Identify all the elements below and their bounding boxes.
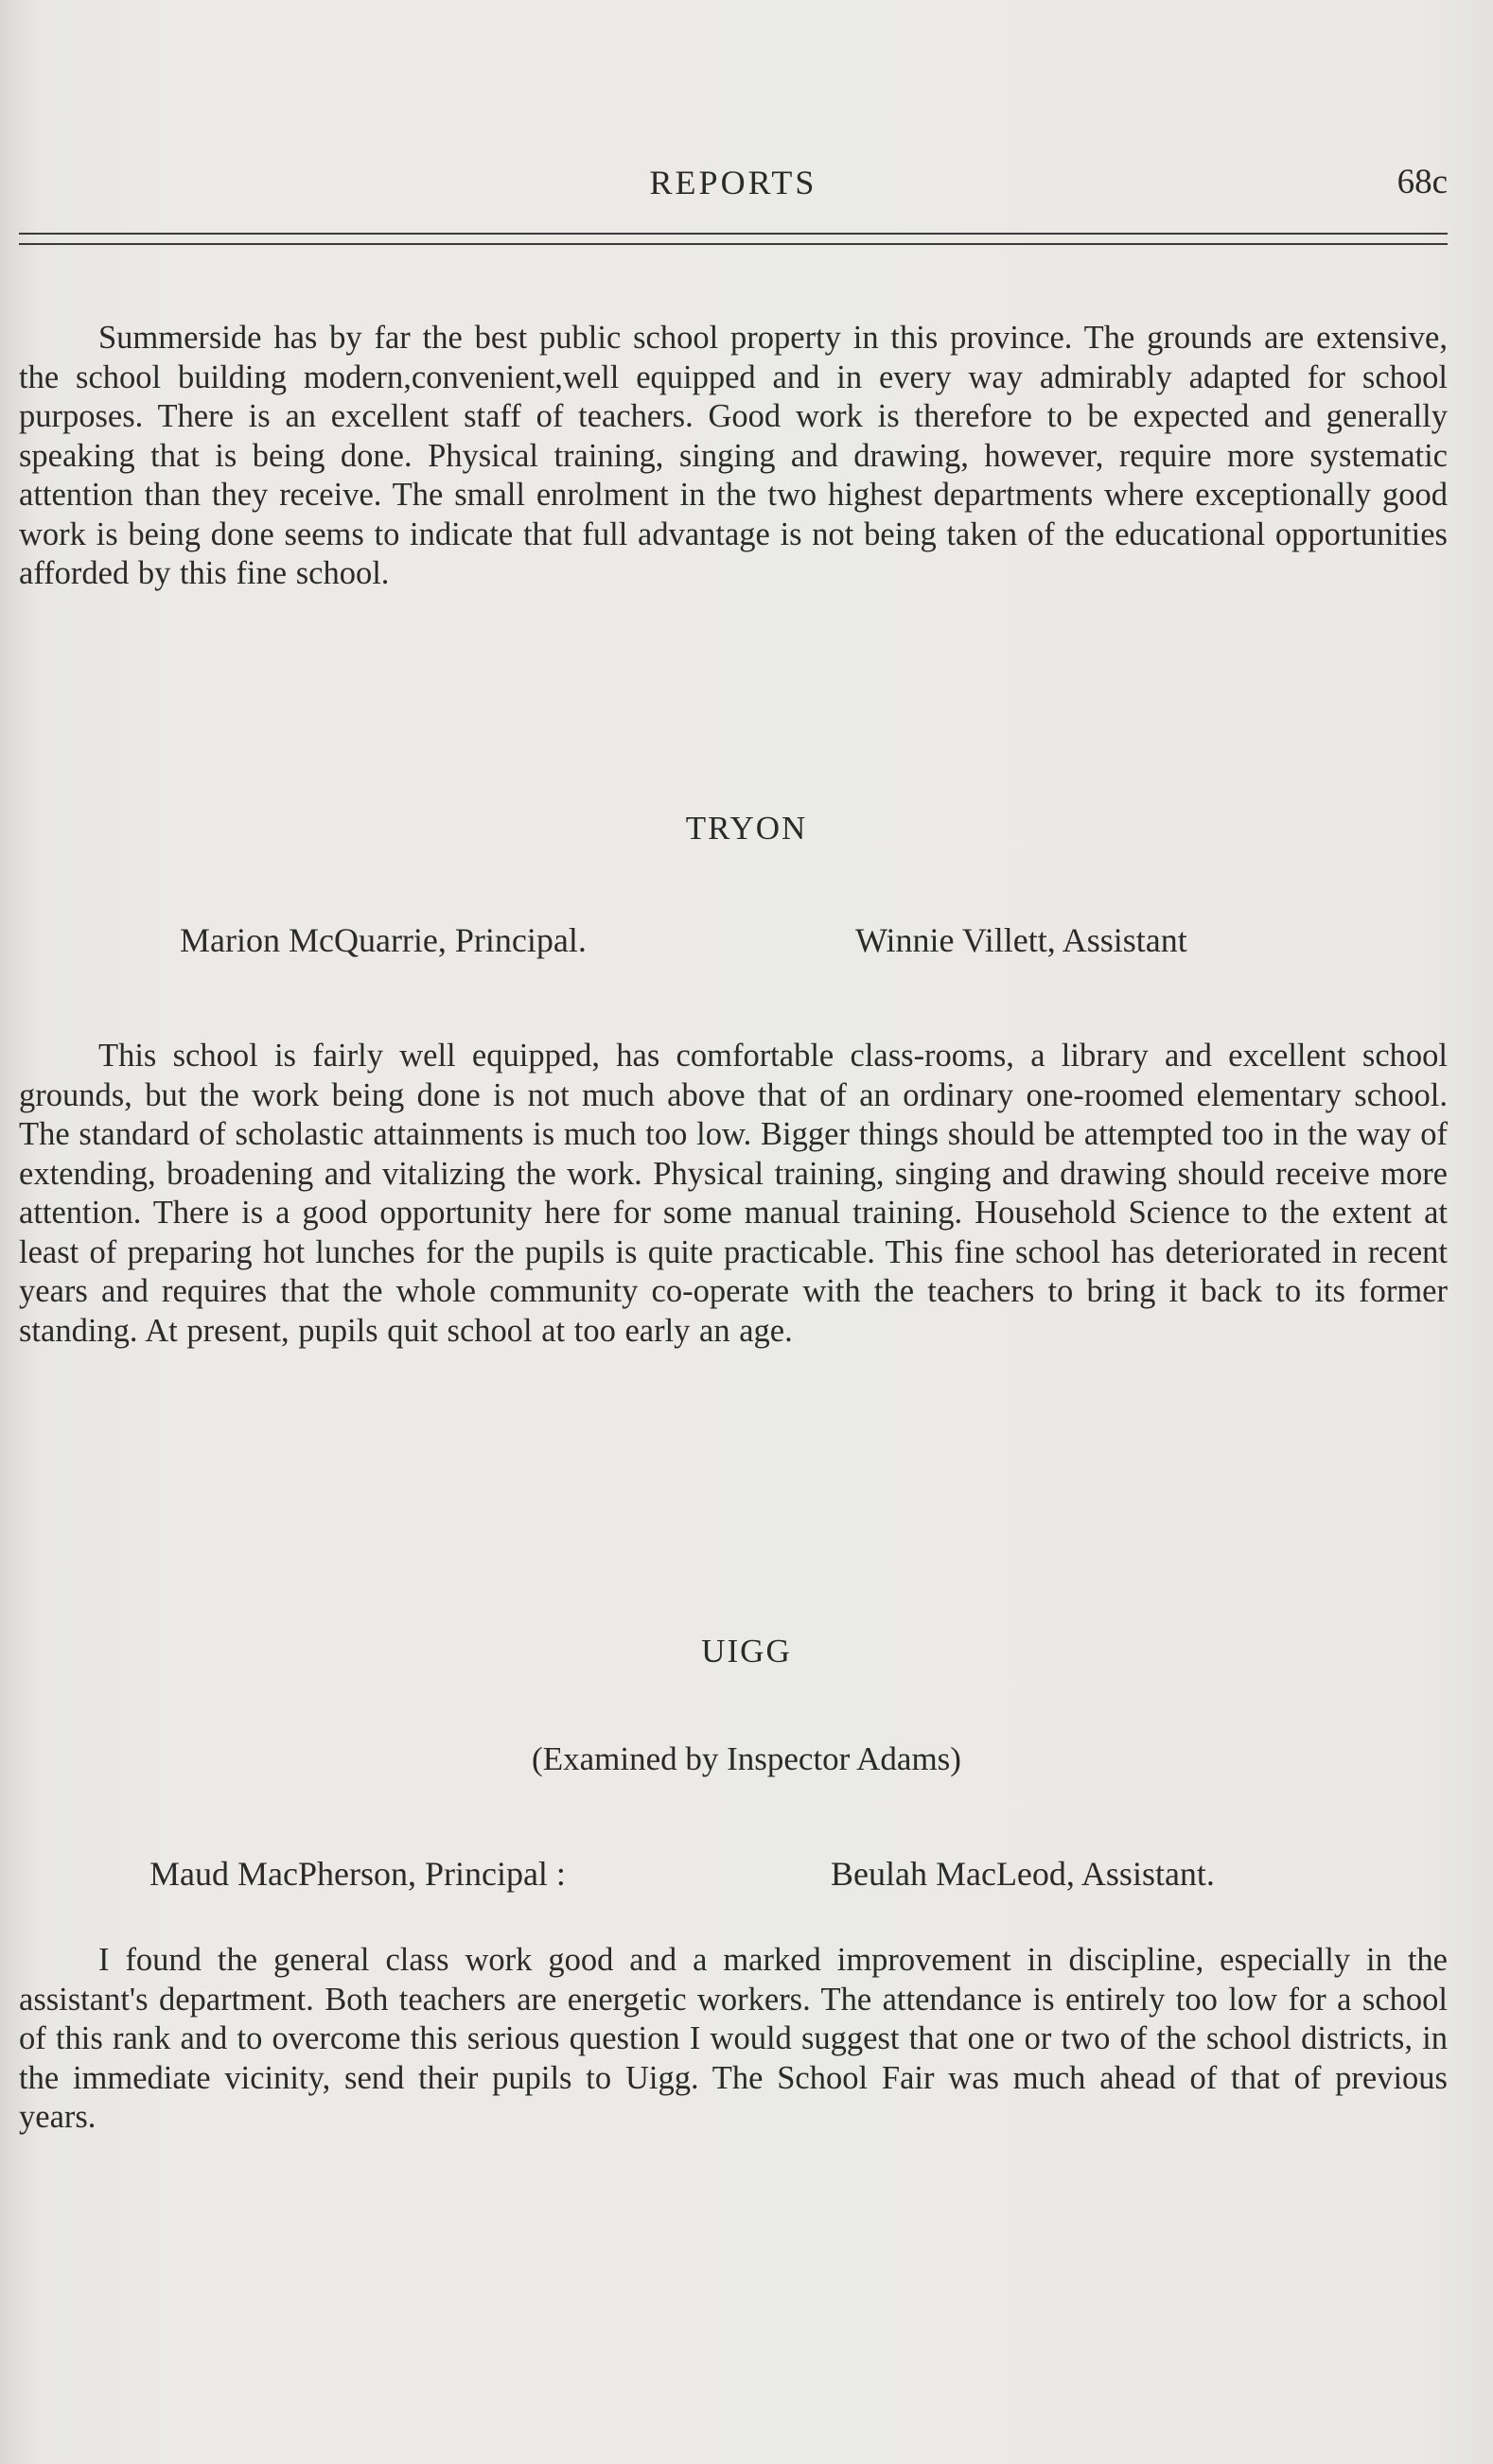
tryon-paragraph: This school is fairly well equipped, has comfortable class-rooms, a library and excellent school grounds, but the work being done is not much above that of an ordinary one-roomed elementary school. The standard of scholastic attainments is much too low. Bigger things should be attempted too in the way of extending, broadening and vitalizing the work. Physical training, singing and drawing should receive more attention. There is a good opportunity here for some manual training. Household Science to the extent at least of preparing hot lunches for the pupils is quite practicable. This fine school has deteriorated in recent years and requires that the whole community co-operate with the teachers to bring it back to its former standing. At present, pupils quit school at too early an age.	[19, 1038, 1448, 1349]
uigg-principal: Maud MacPherson, Principal :	[149, 1855, 566, 1893]
uigg-assistant: Beulah MacLeod, Assistant.	[831, 1855, 1215, 1893]
page-number: 68c	[1396, 163, 1448, 201]
page-header	[19, 159, 1448, 206]
tryon-principal: Marion McQuarrie, Principal.	[180, 921, 587, 959]
tryon-assistant: Winnie Villett, Assistant	[855, 921, 1187, 959]
header-rule-bottom	[19, 243, 1448, 245]
header-rule-top	[19, 233, 1448, 235]
running-title: REPORTS	[649, 164, 817, 201]
summerside-paragraph: Summerside has by far the best public school property in this province. The grounds are extensive, the school building modern,convenient,well equipped and in every way admirably adapted for school purposes. There is an excellent staff of teachers. Good work is therefore to be expected and generally speaking that is being done. Physical training, singing and drawing, however, require more systematic attention than they receive. The small enrolment in the two highest departments where exceptionally good work is being done seems to indicate that full advantage is not being taken of the educational opportunities afforded by this fine school.	[19, 320, 1448, 591]
tryon-heading: TRYON	[685, 810, 808, 847]
uigg-heading: UIGG	[701, 1633, 792, 1669]
uigg-paragraph: I found the general class work good and a marked improvement in discipline, especially in the assistant's department. Both teachers are energetic workers. The attendance is entirely too low for a school of this rank and to overcome this serious question I would suggest that one or two of the school districts, in the immediate vicinity, send their pupils to Uigg. The School Fair was much ahead of that of previous years.	[19, 1942, 1448, 2135]
uigg-examined-by: (Examined by Inspector Adams)	[532, 1740, 961, 1777]
